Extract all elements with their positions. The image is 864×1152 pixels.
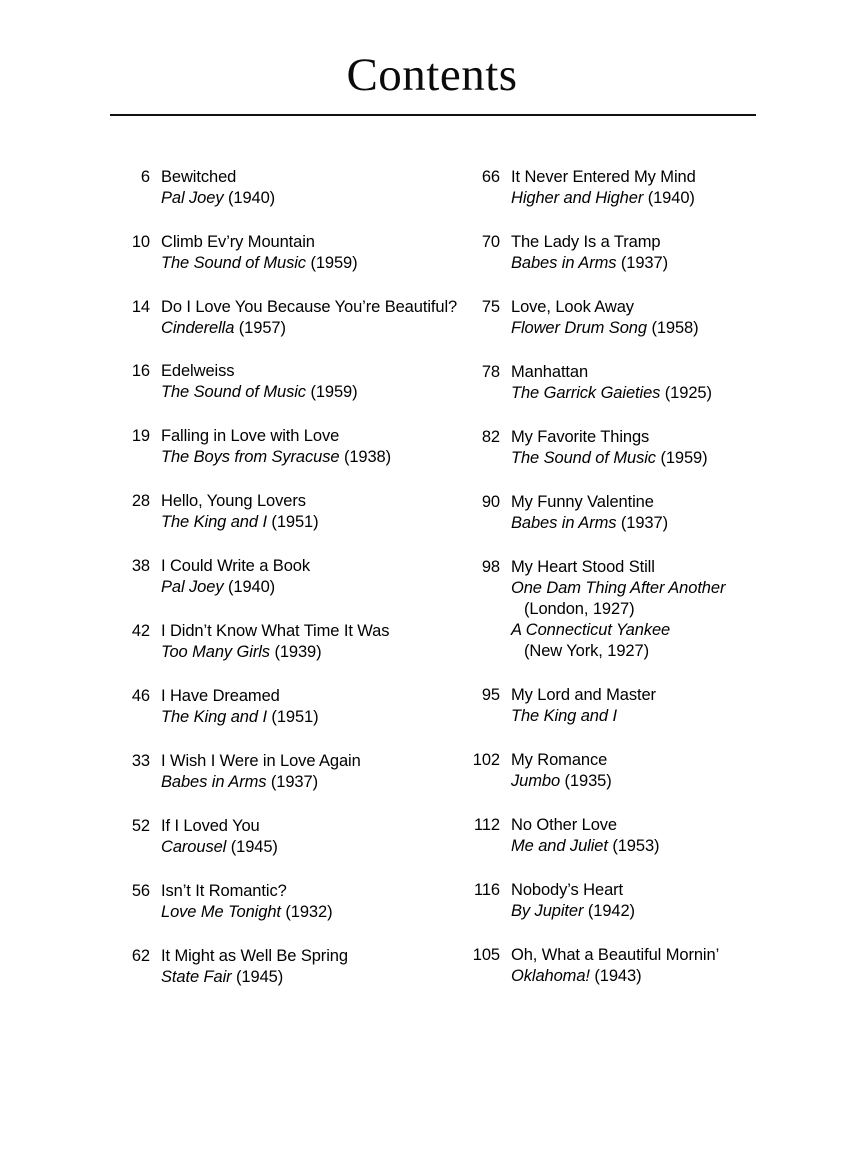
entry-song-title[interactable]: Love, Look Away	[511, 298, 634, 316]
entry-song-title[interactable]: Hello, Young Lovers	[161, 492, 306, 510]
entry-show-line	[511, 448, 798, 469]
entry-body	[150, 232, 463, 274]
entry-show-year: (1932)	[285, 903, 333, 921]
entry-page-number[interactable]: 33	[131, 752, 150, 770]
entry-show-name: Love Me Tonight	[161, 903, 281, 921]
entry-song-title[interactable]: The Lady Is a Tramp	[511, 233, 661, 251]
toc-entry-head	[468, 297, 798, 339]
toc-entry-head	[118, 361, 463, 403]
entry-song-title[interactable]: I Wish I Were in Love Again	[161, 752, 361, 770]
entry-song-title[interactable]: Oh, What a Beautiful Mornin’	[511, 946, 720, 964]
entry-show-name: Babes in Arms	[511, 514, 617, 532]
entry-show-name: The Boys from Syracuse	[161, 448, 340, 466]
toc-entry-head	[118, 621, 463, 663]
entry-song-title[interactable]: Do I Love You Because You’re Beautiful?	[161, 298, 458, 316]
entry-body	[500, 427, 798, 469]
entry-show-name: Babes in Arms	[161, 773, 267, 791]
entry-show-line	[511, 578, 798, 599]
entry-song-title[interactable]: My Favorite Things	[511, 428, 650, 446]
entry-song-title[interactable]: Manhattan	[511, 363, 589, 381]
entry-show-line	[161, 253, 463, 274]
entry-page-number[interactable]: 95	[481, 686, 500, 704]
entry-page-number[interactable]: 46	[131, 687, 150, 705]
entry-show-name: By Jupiter	[511, 902, 584, 920]
entry-song-title[interactable]: Climb Ev’ry Mountain	[161, 233, 315, 251]
entry-show-name: One Dam Thing After Another	[511, 579, 726, 597]
entry-show-year: (1959)	[310, 383, 358, 401]
entry-body	[150, 881, 463, 923]
entry-show-name: Flower Drum Song	[511, 319, 647, 337]
toc-entry[interactable]	[118, 556, 463, 598]
entry-body	[150, 556, 463, 598]
entry-body	[500, 685, 798, 727]
entry-show-line	[161, 447, 463, 468]
entry-show-line	[511, 188, 798, 209]
entry-body	[500, 492, 798, 534]
entry-page-number[interactable]: 28	[131, 492, 150, 510]
entry-show-year: (1943)	[594, 967, 642, 985]
entry-show-name: The King and I	[161, 708, 267, 726]
toc-entry[interactable]	[468, 750, 798, 792]
toc-entry[interactable]	[468, 297, 798, 339]
entry-body	[150, 946, 463, 988]
entry-song-title[interactable]: It Might as Well Be Spring	[161, 947, 348, 965]
entry-page-number[interactable]: 82	[481, 428, 500, 446]
entry-song-title[interactable]: Nobody’s Heart	[511, 881, 624, 899]
entry-show-line	[161, 577, 463, 598]
entry-show-name: State Fair	[161, 968, 232, 986]
entry-show-line	[511, 966, 798, 987]
entry-show-year: (1958)	[651, 319, 699, 337]
toc-entry[interactable]	[468, 815, 798, 857]
entry-song-title[interactable]: My Funny Valentine	[511, 493, 654, 511]
toc-entry-head	[468, 750, 798, 792]
entry-show-name: The King and I	[161, 513, 267, 531]
entry-show-line	[511, 253, 798, 274]
toc-entry-head	[118, 297, 463, 338]
entry-page-number[interactable]: 10	[131, 233, 150, 251]
entry-show-year: (1940)	[227, 578, 276, 596]
entry-show-line	[161, 188, 463, 209]
entry-show-name: Carousel	[161, 838, 227, 856]
entry-show-year: (1953)	[612, 837, 660, 855]
entry-show-line	[161, 967, 463, 988]
entry-page-number[interactable]: 6	[140, 168, 150, 186]
entry-show-year: (1937)	[620, 514, 668, 532]
toc-entry-head	[118, 881, 463, 923]
entry-show-line	[161, 642, 463, 663]
entry-show-name: Cinderella	[161, 319, 235, 337]
entry-page-number[interactable]: 70	[481, 233, 500, 251]
toc-entry-head	[118, 556, 463, 598]
entry-body	[500, 297, 798, 339]
entry-show-year: (1935)	[564, 772, 612, 790]
toc-entry-head	[118, 946, 463, 988]
entry-show-name: Too Many Girls	[161, 643, 270, 661]
entry-page-number[interactable]: 66	[481, 168, 500, 186]
entry-show-name: A Connecticut Yankee	[511, 621, 671, 639]
entry-song-title[interactable]: My Lord and Master	[511, 686, 656, 704]
entry-show-year: (1945)	[236, 968, 284, 986]
entry-song-title[interactable]: Bewitched	[161, 168, 237, 186]
entry-body	[150, 621, 463, 663]
entry-show-year: (1940)	[227, 189, 276, 207]
entry-show-name: Jumbo	[511, 772, 561, 790]
entry-body	[500, 945, 798, 987]
toc-entry-head	[468, 427, 798, 469]
toc-entry[interactable]	[468, 880, 798, 922]
toc-entry[interactable]	[468, 167, 798, 209]
entry-page-number[interactable]: 105	[472, 946, 500, 964]
toc-entry[interactable]	[118, 816, 463, 858]
entry-song-title[interactable]: I Have Dreamed	[161, 687, 280, 705]
entry-show-name: Oklahoma!	[511, 967, 590, 985]
entry-song-title[interactable]: My Romance	[511, 751, 608, 769]
entry-show-line	[511, 771, 798, 792]
entry-show-year: (1959)	[660, 449, 708, 467]
entry-show-line	[161, 382, 463, 403]
toc-entry[interactable]	[118, 297, 463, 338]
entry-song-title[interactable]: If I Loved You	[161, 817, 260, 835]
toc-entry-head	[468, 815, 798, 857]
entry-show-line	[161, 902, 463, 923]
entry-show-name: The King and I	[511, 707, 617, 725]
entry-song-title[interactable]: No Other Love	[511, 816, 618, 834]
entry-show-line	[511, 383, 798, 404]
entry-song-title[interactable]: It Never Entered My Mind	[511, 168, 696, 186]
entry-page-number[interactable]: 56	[131, 882, 150, 900]
entry-show-name: The Sound of Music	[161, 254, 306, 272]
entry-body	[150, 297, 463, 338]
entry-page-number[interactable]: 78	[481, 363, 500, 381]
entry-show-year: (1951)	[271, 513, 319, 531]
entry-body	[500, 362, 798, 404]
entry-body	[150, 426, 463, 468]
entry-body	[500, 880, 798, 922]
entry-show-location: (New York, 1927)	[524, 642, 649, 660]
toc-entry-head	[468, 880, 798, 922]
toc-entry-head	[468, 945, 798, 987]
toc-entry-head	[118, 426, 463, 468]
toc-entry[interactable]	[118, 232, 463, 274]
entry-show-year: (1942)	[587, 902, 635, 920]
entry-page-number[interactable]: 52	[131, 817, 150, 835]
toc-entry[interactable]	[468, 685, 798, 727]
toc-entry[interactable]	[118, 881, 463, 923]
entry-body	[500, 167, 798, 209]
entry-show-name: Me and Juliet	[511, 837, 608, 855]
entry-body	[150, 491, 463, 533]
page-title: Contents	[346, 49, 518, 101]
entry-page-number[interactable]: 75	[481, 298, 500, 316]
entry-show-year: (1959)	[310, 254, 358, 272]
entry-show-name: The Garrick Gaieties	[511, 384, 661, 402]
toc-entry-head	[468, 362, 798, 404]
toc-entry-head	[118, 232, 463, 274]
toc-entry[interactable]	[468, 427, 798, 469]
entry-body	[500, 750, 798, 792]
entry-song-title[interactable]: Isn’t It Romantic?	[161, 882, 287, 900]
toc-entry-head	[468, 167, 798, 209]
toc-entry[interactable]	[118, 167, 463, 209]
entry-song-title[interactable]: Edelweiss	[161, 362, 235, 380]
entry-song-title[interactable]: I Didn’t Know What Time It Was	[161, 622, 390, 640]
toc-entry-head	[118, 816, 463, 858]
entry-show-line	[161, 772, 463, 793]
entry-show-name: Babes in Arms	[511, 254, 617, 272]
entry-show-year: (1945)	[230, 838, 278, 856]
toc-entry-head	[118, 167, 463, 209]
entry-page-number[interactable]: 102	[472, 751, 500, 769]
entry-show-name: Pal Joey	[161, 189, 224, 207]
entry-page-number[interactable]: 42	[131, 622, 150, 640]
entry-body	[150, 751, 463, 793]
entry-body	[150, 686, 463, 728]
toc-entry[interactable]	[468, 557, 798, 662]
toc-entry-head	[468, 492, 798, 534]
entry-page-number[interactable]: 116	[473, 881, 500, 899]
entry-show-line	[511, 513, 798, 534]
entry-show-line	[511, 706, 798, 727]
entry-show-name: Pal Joey	[161, 578, 224, 596]
entry-show-year: (1939)	[274, 643, 322, 661]
toc-entry[interactable]	[468, 362, 798, 404]
entry-song-title[interactable]: I Could Write a Book	[161, 557, 311, 575]
entry-page-number[interactable]: 62	[131, 947, 150, 965]
entry-body	[500, 557, 798, 662]
toc-entry-head	[468, 557, 798, 662]
entry-show-line	[511, 836, 798, 857]
toc-entry-head	[118, 491, 463, 533]
toc-entry-head	[468, 232, 798, 274]
entry-page-number[interactable]: 112	[473, 816, 500, 834]
entry-body	[500, 232, 798, 274]
entry-show-year: (1938)	[343, 448, 392, 466]
toc-entry[interactable]	[468, 945, 798, 987]
entry-song-title[interactable]: My Heart Stood Still	[511, 558, 655, 576]
entry-show-line	[511, 620, 798, 641]
toc-entry[interactable]	[118, 751, 463, 793]
entry-show-line	[161, 318, 463, 338]
entry-show-year: (1925)	[664, 384, 712, 402]
toc-entry[interactable]	[118, 946, 463, 988]
entry-show-year: (1957)	[238, 319, 286, 337]
entry-show-line	[161, 512, 463, 533]
toc-column-left	[118, 167, 463, 1011]
entry-show-year: (1940)	[647, 189, 695, 207]
entry-page-number[interactable]: 14	[131, 298, 150, 316]
entry-page-number[interactable]: 38	[131, 557, 150, 575]
toc-entry-head	[118, 686, 463, 728]
entry-show-name: The Sound of Music	[161, 383, 306, 401]
entry-body	[150, 167, 463, 209]
toc-entry[interactable]	[468, 492, 798, 534]
entry-show-year: (1937)	[620, 254, 668, 272]
title-divider	[110, 114, 756, 116]
toc-entry-head	[468, 685, 798, 727]
entry-show-line	[511, 901, 798, 922]
entry-show-year: (1937)	[270, 773, 318, 791]
entry-song-title[interactable]: Falling in Love with Love	[161, 427, 340, 445]
toc-entry[interactable]	[118, 686, 463, 728]
toc-entry[interactable]	[118, 426, 463, 468]
toc-entry[interactable]	[118, 621, 463, 663]
entry-show-line	[161, 707, 463, 728]
toc-column-right	[468, 167, 798, 1010]
entry-body	[150, 816, 463, 858]
toc-entry-head	[118, 751, 463, 793]
toc-entry[interactable]	[118, 361, 463, 403]
entry-page-number[interactable]: 98	[481, 558, 500, 576]
entry-page-number[interactable]: 19	[131, 427, 150, 445]
toc-entry[interactable]	[118, 491, 463, 533]
entry-body	[150, 361, 463, 403]
entry-show-location: (London, 1927)	[524, 600, 635, 618]
entry-page-number[interactable]: 16	[131, 362, 150, 380]
entry-show-year: (1951)	[271, 708, 319, 726]
entry-show-name: The Sound of Music	[511, 449, 656, 467]
entry-page-number[interactable]: 90	[481, 493, 500, 511]
entry-body	[500, 815, 798, 857]
entry-show-name: Higher and Higher	[511, 189, 644, 207]
entry-show-line	[511, 318, 798, 339]
entry-show-line	[161, 837, 463, 858]
toc-entry[interactable]	[468, 232, 798, 274]
